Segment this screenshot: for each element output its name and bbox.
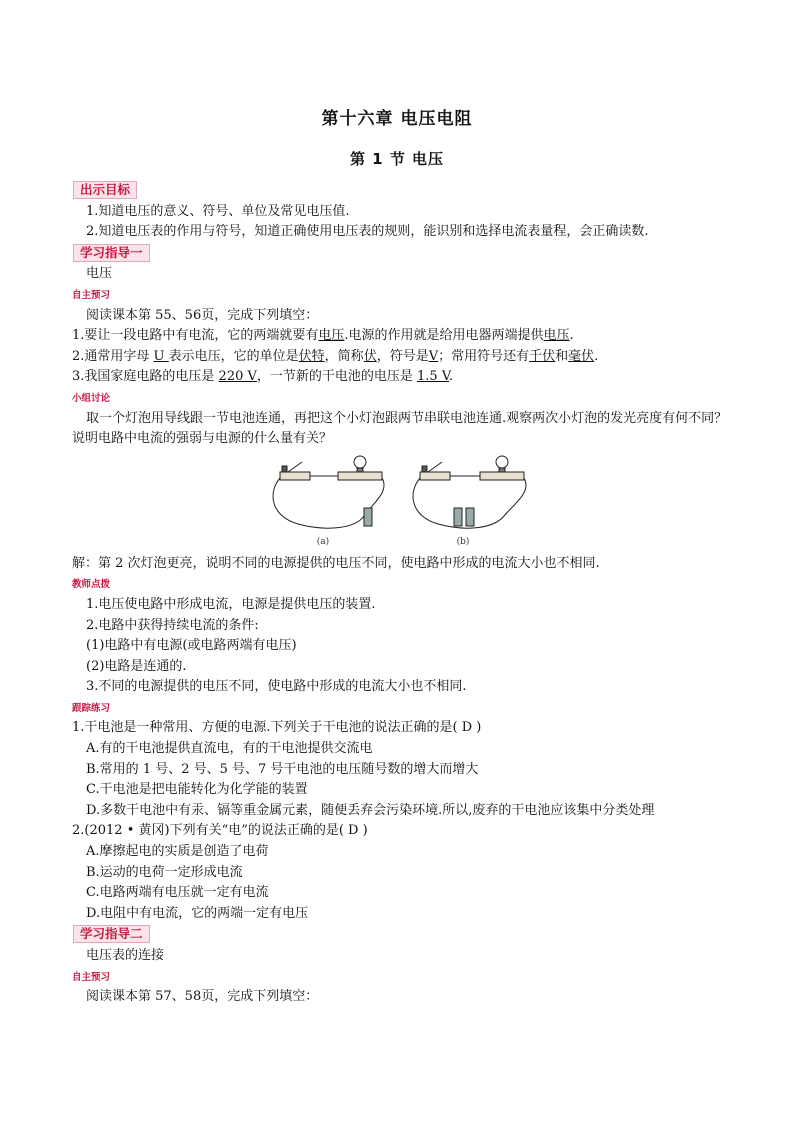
question-2-stem: 2.(2012 • 黄冈)下列有关“电”的说法正确的是( D ) bbox=[72, 823, 368, 839]
question-2-option-c: C.电路两端有电压就一定有电流 bbox=[86, 885, 269, 901]
tag-show-goal: 出示目标 bbox=[73, 181, 137, 199]
answer-blank: 毫伏 bbox=[568, 348, 595, 364]
answer-blank: V bbox=[428, 348, 439, 364]
fill-question-2: 2.通常用字母 U 表示电压，它的单位是伏特，简称伏，符号是V；常用符号还有千伏和毫伏. bbox=[72, 348, 599, 364]
chapter-title: 第十六章 电压电阻 bbox=[321, 109, 473, 129]
answer-blank: 伏特 bbox=[298, 348, 325, 364]
circuit-b bbox=[413, 456, 526, 528]
answer-blank: 千伏 bbox=[529, 348, 556, 364]
tag-teacher-tip: 教师点拨 bbox=[72, 579, 111, 591]
circuit-a bbox=[273, 456, 384, 528]
tip-5: 3.不同的电源提供的电压不同，使电路中形成的电流大小也不相同. bbox=[86, 679, 467, 695]
goal-2: 2.知道电压表的作用与符号，知道正确使用电压表的规则，能识别和选择电流表量程，会正确读数. bbox=[86, 224, 649, 240]
caption-a: (a) bbox=[316, 536, 330, 547]
answer-blank: U bbox=[153, 348, 169, 364]
question-1-option-d: D.多数干电池中有汞、镉等重金属元素，随便丢弃会污染环境.所以,废弃的干电池应该集中分类处理 bbox=[86, 802, 655, 818]
fill-question-3: 3.我国家庭电路的电压是 220 V，一节新的干电池的电压是 1.5 V. bbox=[72, 369, 454, 385]
tag-group-discussion: 小组讨论 bbox=[72, 392, 111, 404]
tip-3: (1)电路中有电源(或电路两端有电压) bbox=[86, 638, 297, 654]
circuit-diagram bbox=[268, 452, 538, 548]
answer-blank: 220 V bbox=[218, 369, 257, 385]
question-2-option-d: D.电阻中有电流，它的两端一定有电压 bbox=[86, 905, 309, 921]
tag-self-preview-1: 自主预习 bbox=[72, 289, 111, 301]
answer-blank: 电压 bbox=[318, 328, 345, 344]
answer-blank: 伏 bbox=[363, 348, 377, 364]
circuit-figure bbox=[72, 452, 732, 550]
question-2-option-b: B.运动的电荷一定形成电流 bbox=[86, 864, 243, 880]
discussion-text: 取一个灯泡用导线跟一节电池连通，再把这个小灯泡跟两节串联电池连通.观察两次小灯泡的发光亮度有何不同？说明电路中电流的强弱与电源的什么量有关？ bbox=[72, 410, 728, 447]
document-body bbox=[72, 180, 732, 1008]
tip-1: 1.电压使电路中形成电流，电源是提供电压的装置. bbox=[86, 596, 376, 612]
tip-2: 2.电路中获得持续电流的条件: bbox=[86, 617, 259, 633]
tag-guide-two: 学习指导二 bbox=[73, 925, 150, 943]
answer-blank: 1.5 V bbox=[417, 369, 449, 385]
tag-self-preview-2: 自主预习 bbox=[72, 971, 111, 983]
guide1-topic: 电压 bbox=[86, 266, 113, 282]
fill-question-1: 1.要让一段电路中有电流，它的两端就要有电压.电源的作用就是给用电器两端提供电压. bbox=[72, 328, 574, 344]
tag-guide-one: 学习指导一 bbox=[73, 244, 150, 262]
answer-blank: 电压 bbox=[543, 328, 570, 344]
question-1-option-c: C.干电池是把电能转化为化学能的装置 bbox=[86, 782, 308, 798]
question-1-option-b: B.常用的 1 号、2 号、5 号、7 号干电池的电压随号数的增大而增大 bbox=[86, 761, 479, 777]
section-title: 第 1 节 电压 bbox=[349, 150, 445, 168]
guide2-topic: 电压表的连接 bbox=[86, 948, 165, 963]
caption-b: (b) bbox=[456, 536, 470, 547]
tag-follow-practice: 跟踪练习 bbox=[72, 702, 111, 714]
guide2-read-prompt: 阅读课本第 57、58页，完成下列填空： bbox=[86, 989, 319, 1005]
guide1-read-prompt: 阅读课本第 55、56页，完成下列填空： bbox=[86, 307, 319, 323]
tip-4: (2)电路是连通的. bbox=[86, 658, 187, 674]
question-2-option-a: A.摩擦起电的实质是创造了电荷 bbox=[86, 844, 269, 860]
discussion-answer: 解：第 2 次灯泡更亮，说明不同的电源提供的电压不同，使电路中形成的电流大小也不相同. bbox=[72, 555, 600, 571]
question-1-stem: 1.干电池是一种常用、方便的电源.下列关于干电池的说法正确的是( D ) bbox=[72, 720, 482, 736]
question-1-option-a: A.有的干电池提供直流电，有的干电池提供交流电 bbox=[86, 741, 373, 757]
goal-1: 1.知道电压的意义、符号、单位及常见电压值. bbox=[86, 203, 350, 219]
